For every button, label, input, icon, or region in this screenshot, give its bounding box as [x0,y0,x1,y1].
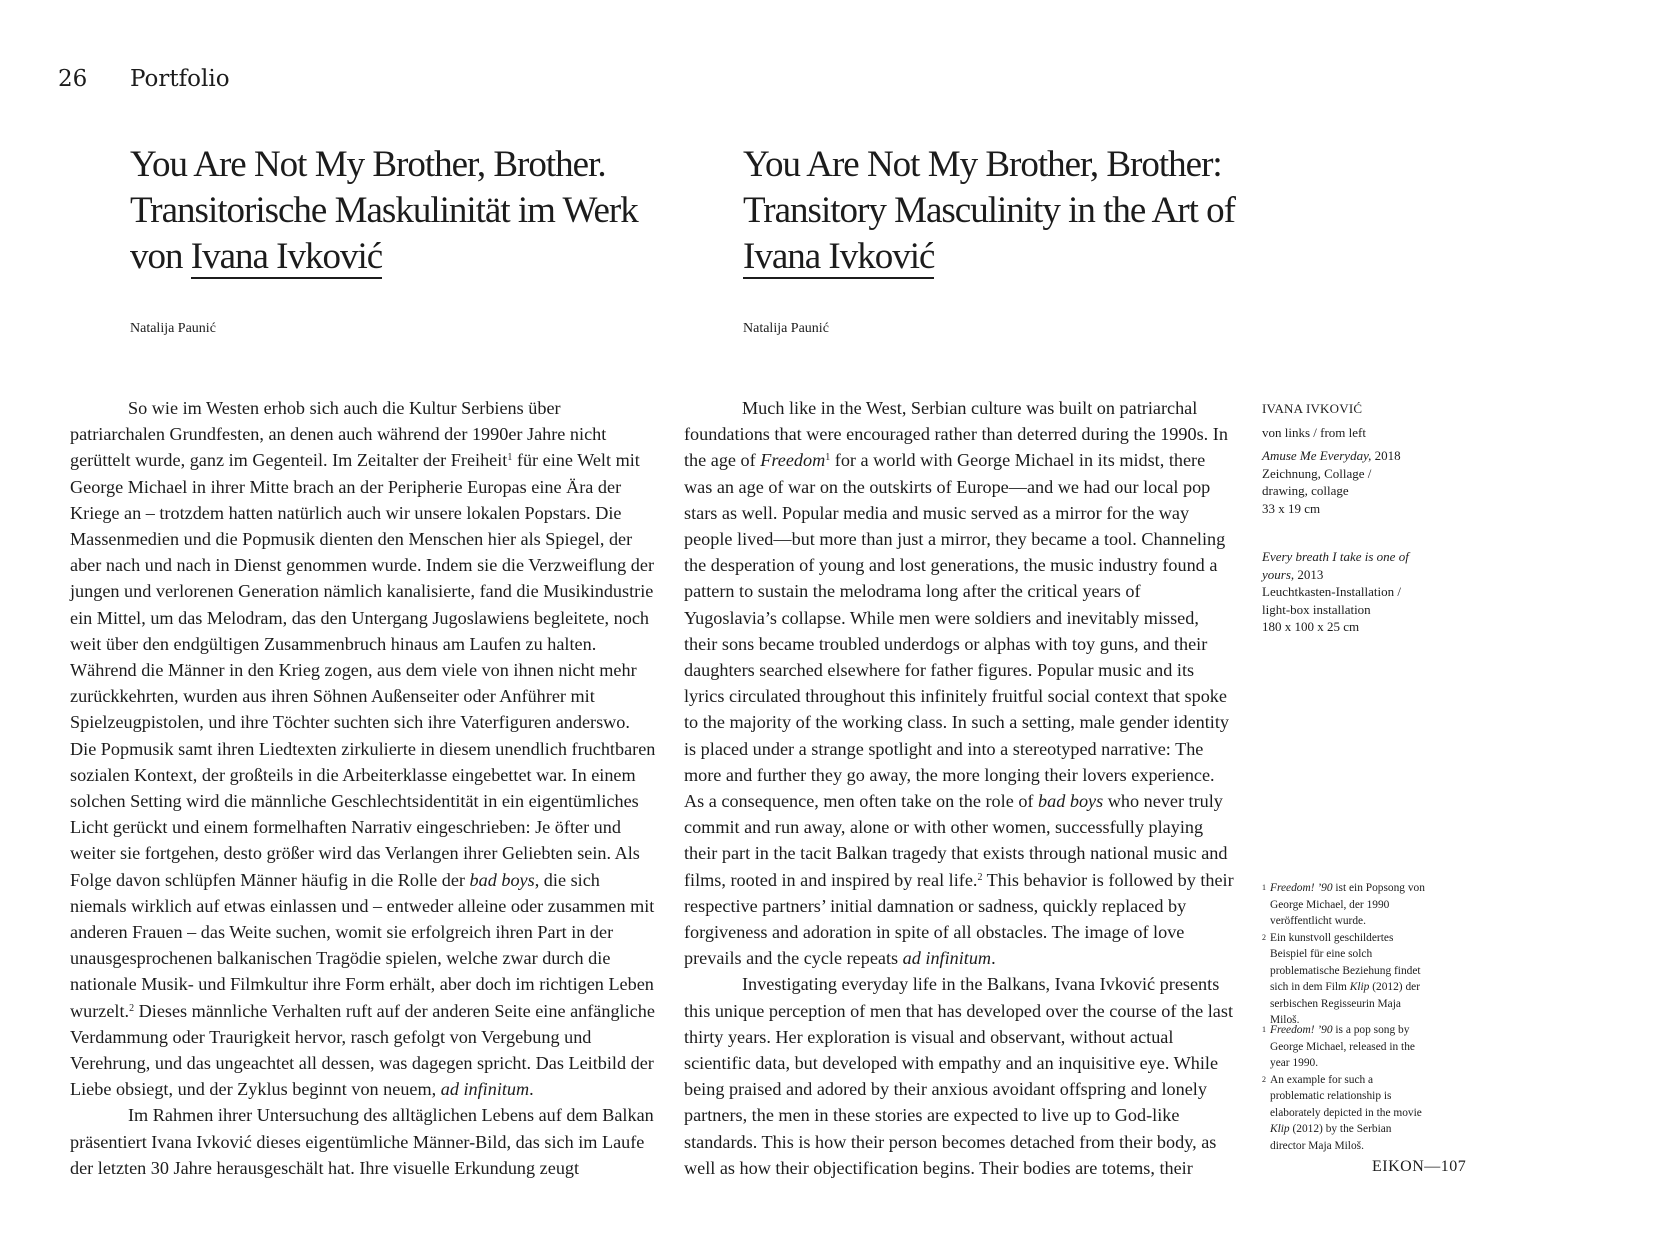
footnote: 2 Ein kunstvoll geschildertes Beispiel für eine solch problematische Beziehung findet sich in dem Film Klip (2012) der serbischen Regisseurin Maja Miloš. [1262,931,1421,1026]
footnote: 1 Freedom! ’90 is a pop song by George Michael, released in the year 1990. [1262,1024,1415,1069]
section-title: Portfolio [130,66,230,92]
page-number: 26 [58,66,88,92]
footnotes-english [1262,1022,1427,1154]
author-german: Natalija Paunić [130,321,216,336]
footnote: 1 Freedom! ’90 ist ein Popsong von George Michael, der 1990 veröffentlicht wurde. [1262,882,1425,927]
caption-work-2: Every breath I take is one of yours, 2013 Leuchtkasten-Installation / light-box installation 180 x 100 x 25 cm [1262,549,1409,634]
paragraph: So wie im Westen erhob sich auch die Kultur Serbiens über patriarchalen Grundfesten, an denen auch während der 1990er Jahre nicht gerüttelt wurde, ganz im Gegenteil. Im Zeitalter der Freiheit$^1$ für eine Welt mit George Michael in ihrer Mitte brach an der Peripherie Europas eine Ära der Kriege an – trotzdem hatten natürlich auch wir unsere lokalen Popstars. Die Massenmedien und die Popmusik dienten den Menschen hier als Spiegel, der aber nach und nach in Dienst genommen wurde. Indem sie die Verzweiflung der jungen und verlorenen Generation nämlich kanalisierte, fand die Musikindustrie ein Mittel, um das Melodram, das den Untergang Jugoslawiens begleitete, noch weit über den endgültigen Zusammenbruch hinaus am Laufen zu halten. Während die Männer in den Krieg zogen, aus dem viele von ihnen nicht mehr zurückkehrten, wurden aus ihren Söhnen Außenseiter oder Anführer mit Spielzeugpistolen, und ihre Töchter suchten sich ihre Vaterfiguren anderswo. Die Popmusik samt ihren Liedtexten zirkulierte in diesem unendlich fruchtbaren sozialen Kontext, der großteils in die Arbeiterklasse eingebettet war. In einem solchen Setting wird die männliche Geschlechtsidentität in ein eigentümliches Licht gerückt und einem formelhaften Narrativ eingeschrieben: Je öfter und weiter sie fortgehen, desto größer wird das Verlangen ihrer Geliebten sein. Als Folge davon schlüpfen Männer häufig in die Rolle der bad boys, die sich niemals wirklich auf etwas einlassen und – entweder alleine oder zusammen mit anderen Frauen – das Weite suchen, womit sie erfolgreich ihren Part in der unausgesprochenen balkanischen Tragödie spielen, welche zwar durch die nationale Musik- und Filmkultur ihre Form erhält, aber doch im richtigen Leben wurzelt.$^2$ Dieses männliche Verhalten ruft auf der anderen Seite eine anfängliche Verdammung oder Traurigkeit hervor, rasch gefolgt von Vergebung und Verehrung, und das ungeachtet all dessen, was dagegen spricht. Das Leitbild der Liebe obsiegt, und der Zyklus beginnt von neuem, ad infinitum. [70,398,656,1100]
title-german-artist: Ivana Ivković [190,236,383,277]
paragraph: Investigating everyday life in the Balkans, Ivana Ivković presents this unique perception of men that has developed over the course of the last thirty years. Her exploration is visual and observant, without actual scientific data, but developed with empathy and an inquisitive eye. While being praised and adored by their anxious avoidant offspring and lonely partners, the men in these stories are expected to live up to God-like standards. This is how their person becomes detached from their body, as well as how their objectification begins. Their bodies are totems, their [684,974,1233,1178]
caption-work-1: Amuse Me Everyday, 2018 Zeichnung, Collage / drawing, collage 33 x 19 cm [1262,448,1401,516]
title-english: You Are Not My Brother, Brother: Transitory Masculinity in the Art of Ivana Ivković [743,144,1235,277]
body-english [684,395,1234,1181]
caption-artist: IVANA IVKOVIĆ [1262,401,1363,416]
footnote: 2 An example for such a problematic relationship is elaborately depicted in the movie Klip (2012) by the Serbian director Maja Miloš. [1262,1073,1422,1152]
title-english-artist: Ivana Ivković [743,236,935,277]
body-german [70,395,660,1181]
title-german: You Are Not My Brother, Brother. Transitorische Maskulinität im Werk von Ivana Ivković [130,144,638,277]
paragraph: Im Rahmen ihrer Untersuchung des alltäglichen Lebens auf dem Balkan präsentiert Ivana Ivković dieses eigentümliche Männer-Bild, das sich im Laufe der letzten 30 Jahre herausgeschält hat. Ihre visuelle Erkundung zeugt [70,1105,654,1178]
author-english: Natalija Paunić [743,321,829,336]
footnotes-german [1262,880,1427,1029]
paragraph: Much like in the West, Serbian culture was built on patriarchal foundations that were encouraged rather than deterred during the 1990s. In the age of Freedom$^1$ for a world with George Michael in its midst, there was an age of war on the outskirts of Europe—and we had our local pop stars as well. Popular media and music served as a mirror for the way people lived—but more than just a mirror, they became a tool. Channeling the desperation of young and lost generations, the music industry found a pattern to sustain the melodrama long after the critical years of Yugoslavia’s collapse. While men were soldiers and inevitably missed, their sons became troubled underdogs or alphas with toy guns, and their daughters searched elsewhere for father figures. Popular music and its lyrics circulated throughout this infinitely fruitful social context that spoke to the majority of the working class. In such a setting, male gender identity is placed under a strange spotlight and into a stereotyped narrative: The more and further they go away, the more longing their lovers experience. As a consequence, men often take on the role of bad boys who never truly commit and run away, alone or with other women, successfully playing their part in the tacit Balkan tragedy that exists through national music and films, rooted in and inspired by real life.$^2$ This behavior is followed by their respective partners’ initial damnation or sadness, quickly replaced by forgiveness and adoration in spite of all obstacles. The image of love prevails and the cycle repeats ad infinitum. [684,398,1234,969]
folio: EIKON—107 [1372,1158,1467,1175]
caption-order: von links / from left [1262,425,1366,440]
